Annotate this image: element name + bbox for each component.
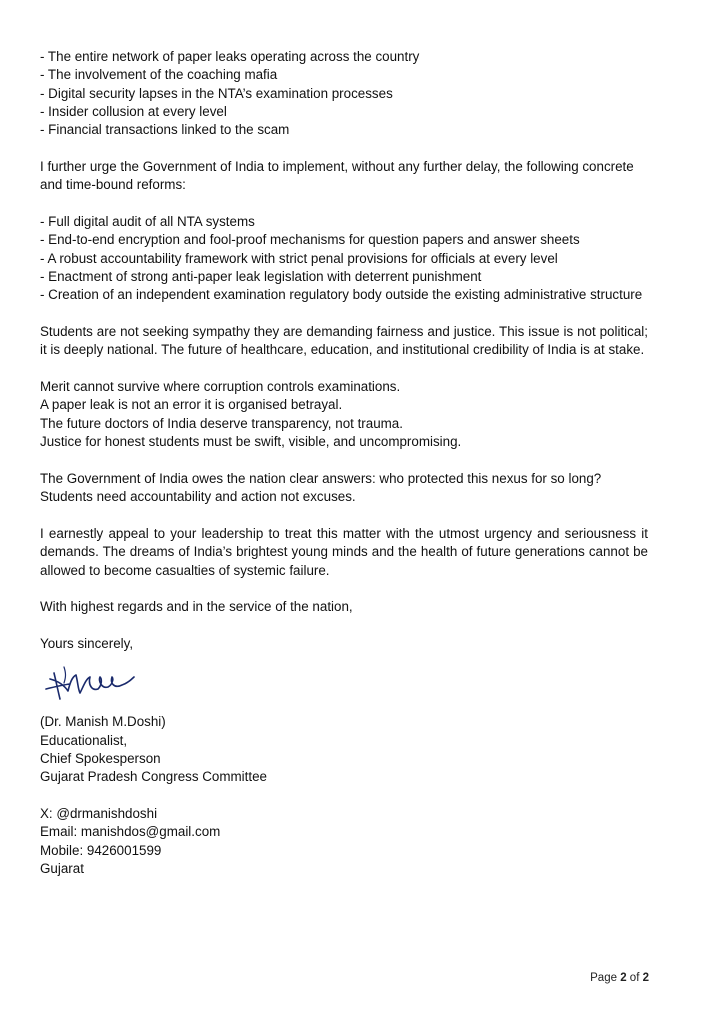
reforms-item: - End-to-end encryption and fool-proof mechanisms for question papers and answer sheets [40,232,580,248]
page-number [590,972,649,984]
findings-list [40,48,648,139]
closing-line: With highest regards and in the service of the nation, [40,599,353,615]
signer-name: (Dr. Manish M.Doshi) [40,714,166,730]
reforms-item: - Creation of an independent examination regulatory body outside the existing administrative structure [40,287,643,303]
findings-item: - The entire network of paper leaks operating across the country [40,49,420,64]
page-number-current: 2 [620,972,627,984]
contact-block [40,805,648,878]
findings-item: - Financial transactions linked to the scam [40,122,290,138]
students-paragraph: Students are not seeking sympathy they are demanding fairness and justice. This issue is not political; it is deeply national. The future of healthcare, education, and institutional credibility of India is at stake. [40,324,648,358]
reform-intro-paragraph: I further urge the Government of India to implement, without any further delay, the following concrete and time-bound reforms: [40,158,634,193]
findings-item: - Insider collusion at every level [40,103,227,119]
signer-organization: Gujarat Pradesh Congress Committee [40,769,267,785]
answers-paragraph: The Government of India owes the nation clear answers: who protected this nexus for so long? Students need accountability and action not excuses. [40,470,602,505]
statement-line: The future doctors of India deserve transparency, not trauma. [40,415,403,431]
appeal-paragraph: I earnestly appeal to your leadership to treat this matter with the utmost urgency and seriousness it demands. The dreams of India’s brightest young minds and the health of future generations cannot be allowed to become casualties of systemic failure. [40,525,648,578]
contact-location: Gujarat [40,861,84,876]
contact-email: Email: manishdos@gmail.com [40,824,221,840]
signer-role: Chief Spokesperson [40,751,161,767]
statements-list [40,378,648,451]
page-number-separator: of [629,972,640,984]
reforms-item: - Full digital audit of all NTA systems [40,214,255,230]
letter-body [40,48,648,897]
signature-block [40,635,648,786]
findings-item: - The involvement of the coaching mafia [40,67,278,83]
reforms-item: - Enactment of strong anti-paper leak legislation with deterrent punishment [40,268,482,284]
statement-line: Justice for honest students must be swift, visible, and uncompromising. [40,434,462,450]
signature-image [40,655,140,707]
findings-item: - Digital security lapses in the NTA’s examination processes [40,85,393,101]
statement-line: Merit cannot survive where corruption controls examinations. [40,379,401,395]
contact-mobile: Mobile: 9426001599 [40,842,162,858]
statement-line: A paper leak is not an error it is organised betrayal. [40,397,343,413]
reforms-list [40,213,648,304]
page-number-total: 2 [642,972,649,984]
signer-title: Educationalist, [40,732,128,748]
salutation: Yours sincerely, [40,636,134,652]
page-number-prefix: Page [590,972,617,984]
contact-x-handle: X: @drmanishdoshi [40,806,158,822]
reforms-item: - A robust accountability framework with strict penal provisions for officials at every level [40,250,558,266]
